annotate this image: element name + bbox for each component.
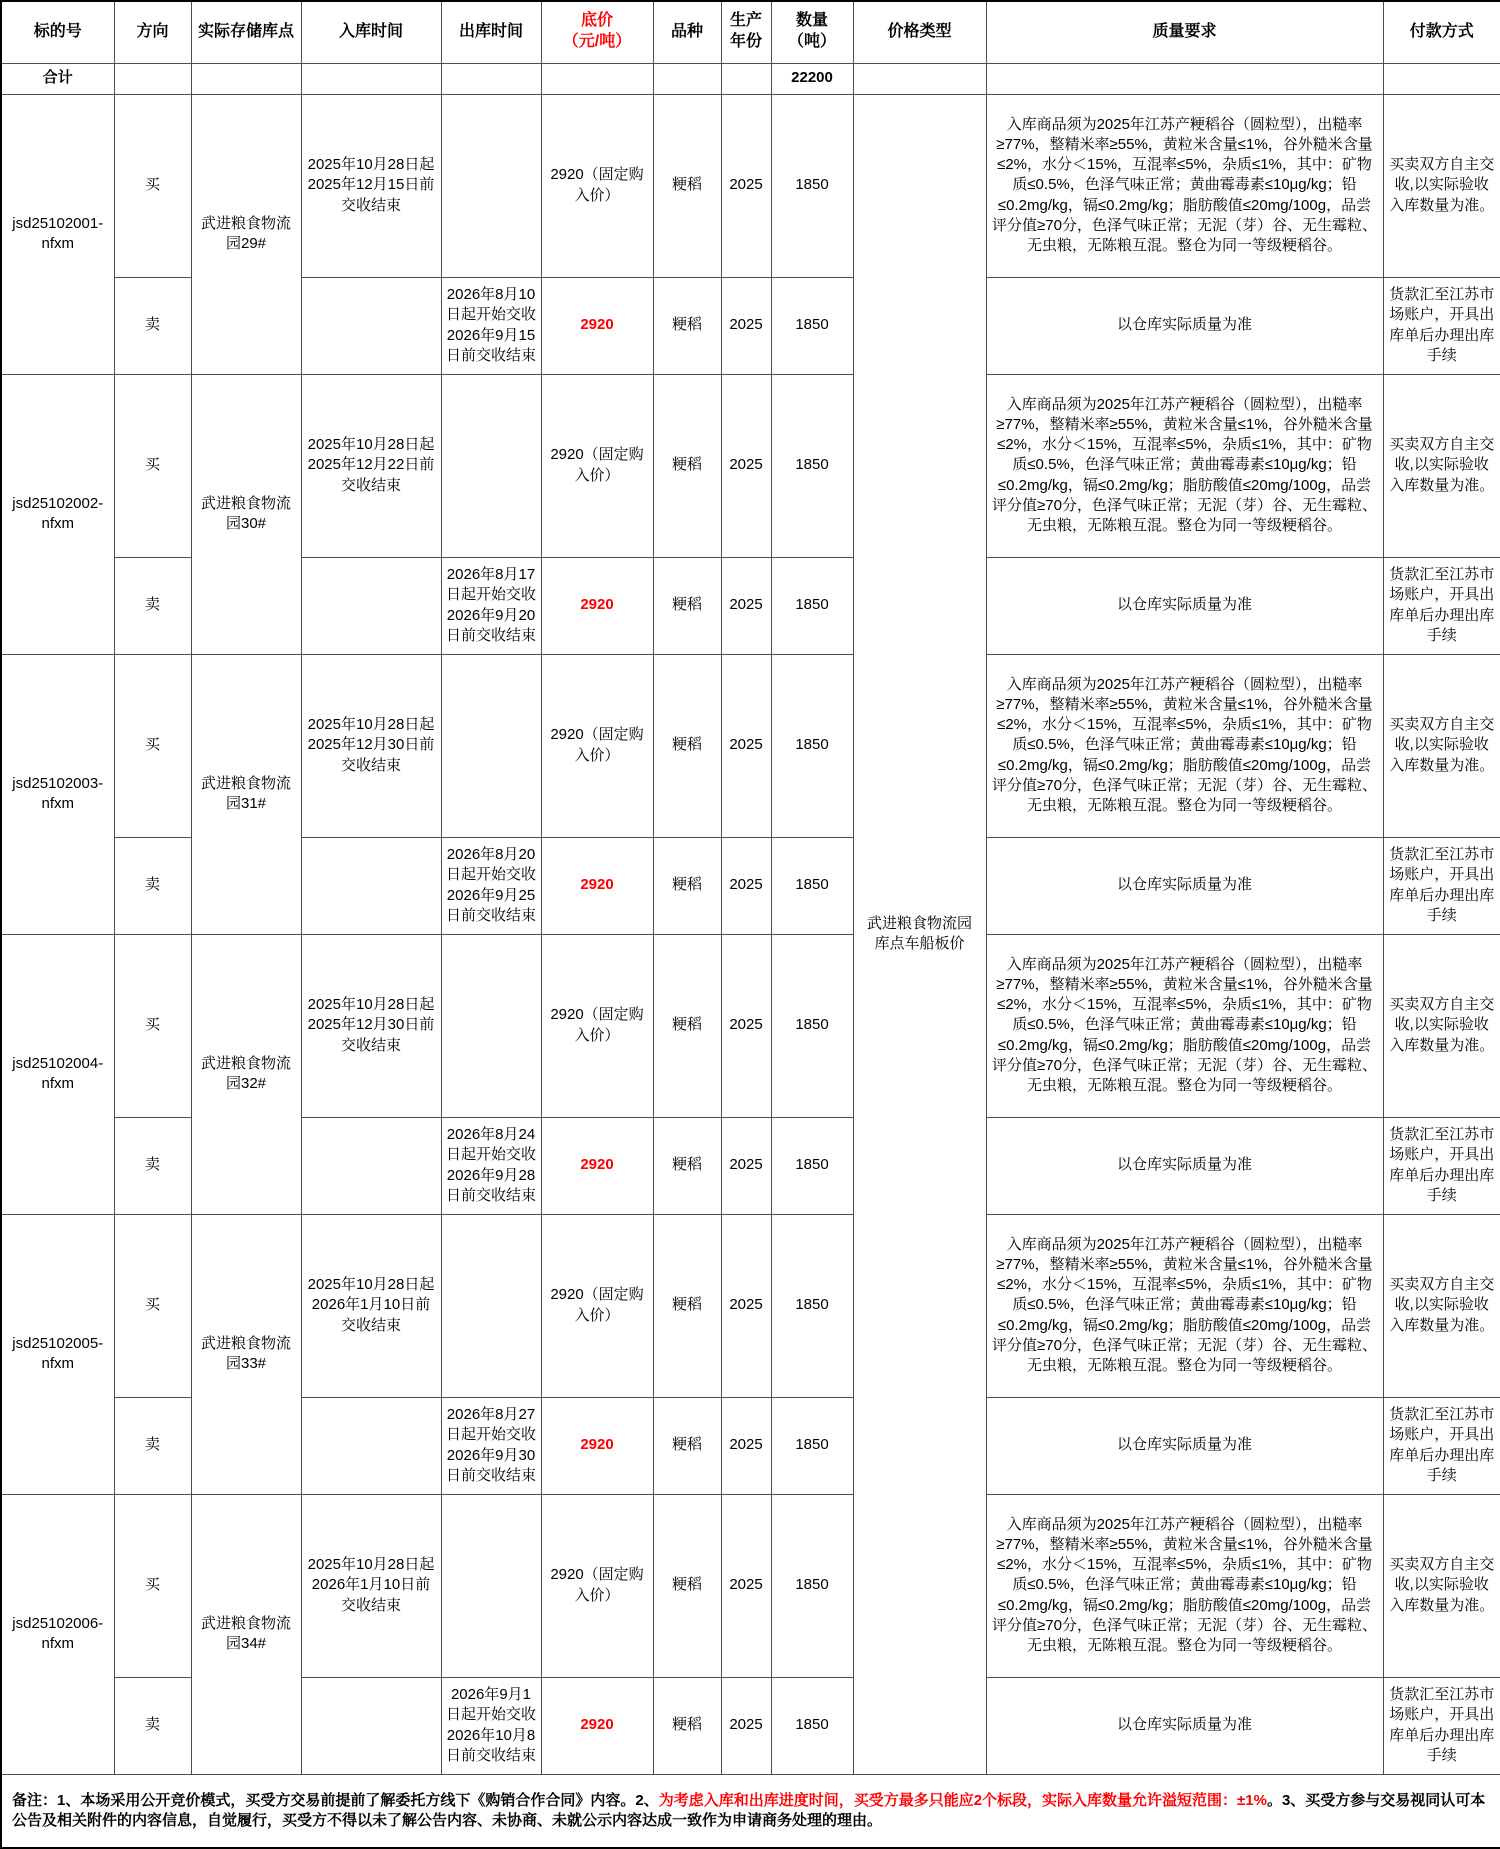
col-header-base-price: 底价 （元/吨）: [541, 1, 653, 63]
variety-cell: 粳稻: [653, 557, 721, 654]
total-label: 合计: [1, 63, 114, 94]
storage-cell: 武进粮食物流园29#: [191, 94, 301, 374]
notes-highlight: 为考虑入库和出库进度时间，买受方最多只能应2个标段，实际入库数量允许溢短范围：±1%: [658, 1791, 1267, 1809]
production-year-cell: 2025: [721, 934, 771, 1117]
buy-row: [1, 1214, 1500, 1397]
direction-cell: 卖: [114, 1677, 191, 1774]
notes-row: [1, 1774, 1500, 1848]
payment-cell: 买卖双方自主交收,以实际验收入库数量为准。: [1383, 1214, 1500, 1397]
base-price-cell: 2920（固定购入价）: [541, 934, 653, 1117]
payment-cell: 货款汇至江苏市场账户，开具出库单后办理出库手续: [1383, 1677, 1500, 1774]
empty-cell: [441, 63, 541, 94]
base-price-cell: 2920: [541, 1677, 653, 1774]
col-header-quantity: 数量 （吨）: [771, 1, 853, 63]
variety-cell: 粳稻: [653, 94, 721, 277]
empty-cell: [301, 63, 441, 94]
direction-cell: 卖: [114, 837, 191, 934]
inbound-time-cell: [301, 837, 441, 934]
variety-cell: 粳稻: [653, 277, 721, 374]
payment-cell: 货款汇至江苏市场账户，开具出库单后办理出库手续: [1383, 1397, 1500, 1494]
quantity-cell: 1850: [771, 1494, 853, 1677]
base-price-cell: 2920: [541, 557, 653, 654]
outbound-time-cell: [441, 654, 541, 837]
total-quantity: 22200: [771, 63, 853, 94]
quality-cell: 入库商品须为2025年江苏产粳稻谷（圆粒型），出糙率≥77%，整精米率≥55%，黄粒米含量≤1%，谷外糙米含量≤2%，水分＜15%，互混率≤5%，杂质≤1%，其中：矿物质≤0.5%，色泽气味正常；黄曲霉毒素≤10μg/kg；铅≤0.2mg/kg，镉≤0.2mg/kg；脂肪酸值≤20mg/100g，品尝评分值≥70分，色泽气味正常；无泥（芽）谷、无生霉粒、无虫粮，无陈粮互混。整仓为同一等级粳稻谷。: [986, 934, 1383, 1117]
col-header-outbound-time: 出库时间: [441, 1, 541, 63]
outbound-time-cell: [441, 94, 541, 277]
direction-cell: 买: [114, 934, 191, 1117]
base-price-cell: 2920: [541, 1397, 653, 1494]
buy-row: [1, 374, 1500, 557]
empty-cell: [853, 63, 986, 94]
direction-cell: 卖: [114, 277, 191, 374]
production-year-cell: 2025: [721, 374, 771, 557]
col-header-direction: 方向: [114, 1, 191, 63]
base-price-cell: 2920（固定购入价）: [541, 1494, 653, 1677]
quality-cell: 入库商品须为2025年江苏产粳稻谷（圆粒型），出糙率≥77%，整精米率≥55%，黄粒米含量≤1%，谷外糙米含量≤2%，水分＜15%，互混率≤5%，杂质≤1%，其中：矿物质≤0.5%，色泽气味正常；黄曲霉毒素≤10μg/kg；铅≤0.2mg/kg，镉≤0.2mg/kg；脂肪酸值≤20mg/100g，品尝评分值≥70分，色泽气味正常；无泥（芽）谷、无生霉粒、无虫粮，无陈粮互混。整仓为同一等级粳稻谷。: [986, 654, 1383, 837]
direction-cell: 买: [114, 654, 191, 837]
inbound-time-cell: 2025年10月28日起2025年12月15日前交收结束: [301, 94, 441, 277]
col-header-production-year: 生产 年份: [721, 1, 771, 63]
bid-no-cell: jsd25102002-nfxm: [1, 374, 114, 654]
col-header-quality: 质量要求: [986, 1, 1383, 63]
quality-cell: 入库商品须为2025年江苏产粳稻谷（圆粒型），出糙率≥77%，整精米率≥55%，黄粒米含量≤1%，谷外糙米含量≤2%，水分＜15%，互混率≤5%，杂质≤1%，其中：矿物质≤0.5%，色泽气味正常；黄曲霉毒素≤10μg/kg；铅≤0.2mg/kg，镉≤0.2mg/kg；脂肪酸值≤20mg/100g，品尝评分值≥70分，色泽气味正常；无泥（芽）谷、无生霉粒、无虫粮，无陈粮互混。整仓为同一等级粳稻谷。: [986, 1494, 1383, 1677]
storage-cell: 武进粮食物流园31#: [191, 654, 301, 934]
quality-cell: 以仓库实际质量为准: [986, 1677, 1383, 1774]
quality-cell: 入库商品须为2025年江苏产粳稻谷（圆粒型），出糙率≥77%，整精米率≥55%，黄粒米含量≤1%，谷外糙米含量≤2%，水分＜15%，互混率≤5%，杂质≤1%，其中：矿物质≤0.5%，色泽气味正常；黄曲霉毒素≤10μg/kg；铅≤0.2mg/kg，镉≤0.2mg/kg；脂肪酸值≤20mg/100g，品尝评分值≥70分，色泽气味正常；无泥（芽）谷、无生霉粒、无虫粮，无陈粮互混。整仓为同一等级粳稻谷。: [986, 94, 1383, 277]
quality-cell: 以仓库实际质量为准: [986, 277, 1383, 374]
storage-cell: 武进粮食物流园30#: [191, 374, 301, 654]
inbound-time-cell: [301, 557, 441, 654]
col-header-storage: 实际存储库点: [191, 1, 301, 63]
bid-no-cell: jsd25102006-nfxm: [1, 1494, 114, 1774]
base-price-cell: 2920（固定购入价）: [541, 1214, 653, 1397]
empty-cell: [986, 63, 1383, 94]
quantity-cell: 1850: [771, 934, 853, 1117]
base-price-cell: 2920（固定购入价）: [541, 654, 653, 837]
quantity-cell: 1850: [771, 94, 853, 277]
inbound-time-cell: 2025年10月28日起2026年1月10日前交收结束: [301, 1494, 441, 1677]
payment-cell: 货款汇至江苏市场账户，开具出库单后办理出库手续: [1383, 277, 1500, 374]
bid-no-cell: jsd25102004-nfxm: [1, 934, 114, 1214]
empty-cell: [114, 63, 191, 94]
outbound-time-cell: [441, 374, 541, 557]
outbound-time-cell: 2026年8月10日起开始交收2026年9月15日前交收结束: [441, 277, 541, 374]
quantity-cell: 1850: [771, 837, 853, 934]
variety-cell: 粳稻: [653, 837, 721, 934]
quantity-cell: 1850: [771, 1117, 853, 1214]
quality-cell: 以仓库实际质量为准: [986, 1397, 1383, 1494]
payment-cell: 货款汇至江苏市场账户，开具出库单后办理出库手续: [1383, 1117, 1500, 1214]
outbound-time-cell: 2026年8月20日起开始交收2026年9月25日前交收结束: [441, 837, 541, 934]
bid-no-cell: jsd25102001-nfxm: [1, 94, 114, 374]
variety-cell: 粳稻: [653, 1397, 721, 1494]
col-header-price-type: 价格类型: [853, 1, 986, 63]
buy-row: [1, 654, 1500, 837]
storage-cell: 武进粮食物流园34#: [191, 1494, 301, 1774]
production-year-cell: 2025: [721, 1214, 771, 1397]
empty-cell: [721, 63, 771, 94]
direction-cell: 买: [114, 1494, 191, 1677]
base-price-cell: 2920（固定购入价）: [541, 374, 653, 557]
notes-suffix: 。3、买受方参与交易视同认可本公告及相关附件的内容信息，自觉履行，买受方不得以未了解公告内容、未协商、未就公示内容达成一致作为申请商务处理的理由。: [12, 1791, 1486, 1829]
outbound-time-cell: 2026年9月1日起开始交收2026年10月8日前交收结束: [441, 1677, 541, 1774]
inbound-time-cell: 2025年10月28日起2026年1月10日前交收结束: [301, 1214, 441, 1397]
production-year-cell: 2025: [721, 1117, 771, 1214]
empty-cell: [191, 63, 301, 94]
buy-row: [1, 1494, 1500, 1677]
storage-cell: 武进粮食物流园32#: [191, 934, 301, 1214]
production-year-cell: 2025: [721, 94, 771, 277]
inbound-time-cell: [301, 1397, 441, 1494]
quantity-cell: 1850: [771, 1214, 853, 1397]
quality-cell: 以仓库实际质量为准: [986, 837, 1383, 934]
quantity-cell: 1850: [771, 1677, 853, 1774]
buy-row: [1, 934, 1500, 1117]
production-year-cell: 2025: [721, 837, 771, 934]
variety-cell: 粳稻: [653, 934, 721, 1117]
direction-cell: 买: [114, 374, 191, 557]
production-year-cell: 2025: [721, 1397, 771, 1494]
payment-cell: 买卖双方自主交收,以实际验收入库数量为准。: [1383, 654, 1500, 837]
inbound-time-cell: 2025年10月28日起2025年12月30日前交收结束: [301, 934, 441, 1117]
notes-prefix: 备注：1、本场采用公开竞价模式，买受方交易前提前了解委托方线下《购销合作合同》内容。2、: [12, 1791, 659, 1809]
bid-no-cell: jsd25102003-nfxm: [1, 654, 114, 934]
outbound-time-cell: [441, 934, 541, 1117]
direction-cell: 卖: [114, 1397, 191, 1494]
quality-cell: 以仓库实际质量为准: [986, 1117, 1383, 1214]
payment-cell: 货款汇至江苏市场账户，开具出库单后办理出库手续: [1383, 837, 1500, 934]
bid-no-cell: jsd25102005-nfxm: [1, 1214, 114, 1494]
direction-cell: 买: [114, 94, 191, 277]
quantity-cell: 1850: [771, 654, 853, 837]
quantity-cell: 1850: [771, 374, 853, 557]
buy-row: [1, 94, 1500, 277]
production-year-cell: 2025: [721, 277, 771, 374]
variety-cell: 粳稻: [653, 1677, 721, 1774]
price-type-cell: 武进粮食物流园 库点车船板价: [853, 94, 986, 1774]
notes-text: [1, 1774, 1500, 1848]
base-price-cell: 2920: [541, 277, 653, 374]
empty-cell: [541, 63, 653, 94]
col-header-payment: 付款方式: [1383, 1, 1500, 63]
inbound-time-cell: [301, 1677, 441, 1774]
payment-cell: 买卖双方自主交收,以实际验收入库数量为准。: [1383, 374, 1500, 557]
outbound-time-cell: 2026年8月24日起开始交收2026年9月28日前交收结束: [441, 1117, 541, 1214]
direction-cell: 卖: [114, 1117, 191, 1214]
quantity-cell: 1850: [771, 1397, 853, 1494]
quantity-cell: 1850: [771, 557, 853, 654]
outbound-time-cell: [441, 1214, 541, 1397]
base-price-cell: 2920（固定购入价）: [541, 94, 653, 277]
table-header-row: [1, 1, 1500, 63]
quality-cell: 以仓库实际质量为准: [986, 557, 1383, 654]
base-price-cell: 2920: [541, 1117, 653, 1214]
payment-cell: 买卖双方自主交收,以实际验收入库数量为准。: [1383, 1494, 1500, 1677]
variety-cell: 粳稻: [653, 1117, 721, 1214]
variety-cell: 粳稻: [653, 1494, 721, 1677]
variety-cell: 粳稻: [653, 1214, 721, 1397]
payment-cell: 货款汇至江苏市场账户，开具出库单后办理出库手续: [1383, 557, 1500, 654]
production-year-cell: 2025: [721, 1677, 771, 1774]
outbound-time-cell: [441, 1494, 541, 1677]
total-row: [1, 63, 1500, 94]
variety-cell: 粳稻: [653, 654, 721, 837]
inbound-time-cell: [301, 1117, 441, 1214]
storage-cell: 武进粮食物流园33#: [191, 1214, 301, 1494]
outbound-time-cell: 2026年8月27日起开始交收2026年9月30日前交收结束: [441, 1397, 541, 1494]
quantity-cell: 1850: [771, 277, 853, 374]
production-year-cell: 2025: [721, 654, 771, 837]
payment-cell: 买卖双方自主交收,以实际验收入库数量为准。: [1383, 934, 1500, 1117]
empty-cell: [653, 63, 721, 94]
production-year-cell: 2025: [721, 1494, 771, 1677]
direction-cell: 买: [114, 1214, 191, 1397]
col-header-bid-no: 标的号: [1, 1, 114, 63]
production-year-cell: 2025: [721, 557, 771, 654]
inbound-time-cell: [301, 277, 441, 374]
base-price-cell: 2920: [541, 837, 653, 934]
col-header-variety: 品种: [653, 1, 721, 63]
empty-cell: [1383, 63, 1500, 94]
variety-cell: 粳稻: [653, 374, 721, 557]
direction-cell: 卖: [114, 557, 191, 654]
inbound-time-cell: 2025年10月28日起2025年12月30日前交收结束: [301, 654, 441, 837]
outbound-time-cell: 2026年8月17日起开始交收2026年9月20日前交收结束: [441, 557, 541, 654]
inbound-time-cell: 2025年10月28日起2025年12月22日前交收结束: [301, 374, 441, 557]
payment-cell: 买卖双方自主交收,以实际验收入库数量为准。: [1383, 94, 1500, 277]
quality-cell: 入库商品须为2025年江苏产粳稻谷（圆粒型），出糙率≥77%，整精米率≥55%，黄粒米含量≤1%，谷外糙米含量≤2%，水分＜15%，互混率≤5%，杂质≤1%，其中：矿物质≤0.5%，色泽气味正常；黄曲霉毒素≤10μg/kg；铅≤0.2mg/kg，镉≤0.2mg/kg；脂肪酸值≤20mg/100g，品尝评分值≥70分，色泽气味正常；无泥（芽）谷、无生霉粒、无虫粮，无陈粮互混。整仓为同一等级粳稻谷。: [986, 374, 1383, 557]
quality-cell: 入库商品须为2025年江苏产粳稻谷（圆粒型），出糙率≥77%，整精米率≥55%，黄粒米含量≤1%，谷外糙米含量≤2%，水分＜15%，互混率≤5%，杂质≤1%，其中：矿物质≤0.5%，色泽气味正常；黄曲霉毒素≤10μg/kg；铅≤0.2mg/kg，镉≤0.2mg/kg；脂肪酸值≤20mg/100g，品尝评分值≥70分，色泽气味正常；无泥（芽）谷、无生霉粒、无虫粮，无陈粮互混。整仓为同一等级粳稻谷。: [986, 1214, 1383, 1397]
col-header-inbound-time: 入库时间: [301, 1, 441, 63]
